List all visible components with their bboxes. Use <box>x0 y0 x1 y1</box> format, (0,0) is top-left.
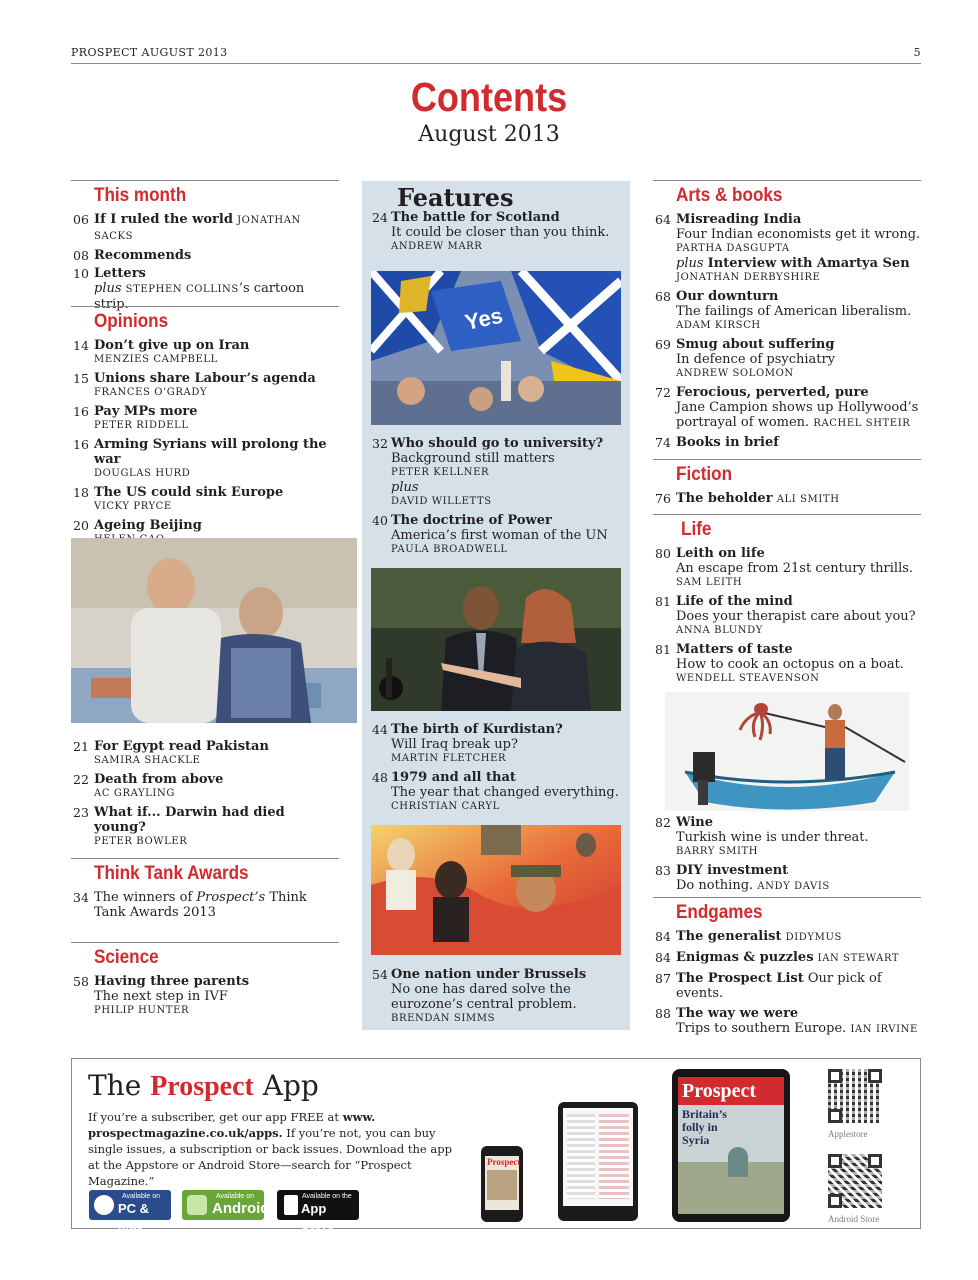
entry-author: PARTHA DASGUPTA <box>676 243 790 254</box>
entry-headline: Matters of taste <box>676 642 793 657</box>
1979-collage-photo <box>371 825 621 955</box>
entry-headline: Misreading India <box>676 212 802 227</box>
app-promo-text: If you’re a subscriber, get our app FREE at www. prospectmagazine.co.uk/apps. If you’re not, you can buy single issues, a subscription or back issues. Download the app at the Appstore or Android Store—search for “Prospect Magazine.” <box>88 1110 452 1188</box>
toc-entry[interactable] <box>71 739 339 768</box>
entry-author: STEPHEN COLLINS <box>125 284 239 295</box>
entry-author: PETER KELLNER <box>391 467 490 478</box>
entry-headline: Who should go to university? <box>391 436 604 451</box>
section-title: Science <box>94 947 159 968</box>
entry-description: Will Iraq break up? <box>391 737 518 752</box>
entry-headline: Don’t give up on Iran <box>94 338 250 353</box>
section-science <box>71 942 339 1022</box>
toc-entry[interactable] <box>653 337 921 381</box>
toc-entry[interactable] <box>71 371 339 400</box>
page-ref: 23 <box>73 805 89 820</box>
entry-author: VICKY PRYCE <box>94 501 172 512</box>
page-ref: 54 <box>372 967 388 982</box>
entry-description: Does your therapist care about you? <box>676 609 916 624</box>
entry-author: AC GRAYLING <box>94 788 175 799</box>
windows-icon <box>94 1195 114 1215</box>
issue-date: August 2013 <box>418 122 560 147</box>
page-ref: 14 <box>73 338 89 353</box>
entry-description: The next step in IVF <box>94 989 228 1004</box>
section-title: Endgames <box>676 902 763 923</box>
entry-headline: Wine <box>676 815 714 830</box>
section-title: Life <box>681 519 712 540</box>
page-ref: 22 <box>73 772 89 787</box>
prospect-logo: Prospect <box>150 1071 254 1102</box>
toc-entry[interactable] <box>71 404 339 433</box>
page-ref: 72 <box>655 385 671 400</box>
publication-line: PROSPECT AUGUST 2013 <box>71 46 228 59</box>
page-ref: 15 <box>73 371 89 386</box>
toc-entry[interactable] <box>653 863 921 894</box>
toc-entry[interactable] <box>653 594 921 638</box>
entry-author: FRANCES O’GRADY <box>94 387 208 398</box>
entry-headline: Ferocious, perverted, pure <box>676 385 869 400</box>
life-continued <box>653 815 921 898</box>
entry-description: In defence of psychiatry <box>676 352 836 367</box>
section-think-tank <box>71 858 339 924</box>
entry-author: JONATHAN SACKS <box>94 215 301 242</box>
entry-headline: The birth of Kurdistan? <box>391 722 563 737</box>
entry-headline: Enigmas & puzzles <box>676 950 814 965</box>
entry-author: MARTIN FLETCHER <box>391 753 507 764</box>
entry-author: DIDYMUS <box>785 932 842 943</box>
contents-masthead <box>0 74 978 148</box>
entry-description: An escape from 21st century thrills. <box>676 561 914 576</box>
android-icon <box>187 1195 207 1215</box>
page-ref: 16 <box>73 437 89 452</box>
phone-brand: Prospect <box>487 1157 521 1167</box>
entry-headline: The US could sink Europe <box>94 485 284 500</box>
entry-headline: Letters <box>94 266 146 281</box>
entry-headline: The beholder <box>676 491 773 506</box>
entry-author: JONATHAN DERBYSHIRE <box>676 272 821 283</box>
entry-headline: What if... Darwin had died young? <box>94 805 285 835</box>
apple-icon <box>284 1195 298 1215</box>
page-ref: 64 <box>655 212 671 227</box>
page-ref: 06 <box>73 212 89 227</box>
entry-description: It could be closer than you think. <box>391 225 610 240</box>
entry-author: DAVID WILLETTS <box>391 496 492 507</box>
entry-headline: If I ruled the world <box>94 212 233 227</box>
app-promo-box <box>71 1058 921 1232</box>
ipad-device <box>672 1069 790 1222</box>
section-title: Opinions <box>94 311 169 332</box>
entry-headline: The doctrine of Power <box>391 513 552 528</box>
octopus-boat-photo <box>665 692 909 811</box>
entry-headline: The way we were <box>676 1006 799 1021</box>
entry-author: DOUGLAS HURD <box>94 468 191 479</box>
toc-entry[interactable] <box>71 212 339 244</box>
tablet-device <box>558 1102 638 1221</box>
entry-headline: The generalist <box>676 929 782 944</box>
toc-entry[interactable] <box>653 212 921 285</box>
phone-device <box>481 1146 523 1222</box>
entry-author: ANDY DAVIS <box>757 881 830 892</box>
page-ref: 40 <box>372 513 388 528</box>
entry-author: PETER BOWLER <box>94 836 188 847</box>
entry-author: ANNA BLUNDY <box>676 625 763 636</box>
toc-entry[interactable] <box>362 770 630 814</box>
entry-description: How to cook an octopus on a boat. <box>676 657 904 672</box>
section-this-month <box>71 180 339 316</box>
page-ref: 16 <box>73 404 89 419</box>
entry-headline: Recommends <box>94 248 192 263</box>
entry-headline: Leith on life <box>676 546 765 561</box>
entry-author: BARRY SMITH <box>676 846 759 857</box>
toc-entry[interactable] <box>653 642 921 686</box>
section-endgames <box>653 897 921 1041</box>
entry-headline: The Prospect List <box>676 971 804 986</box>
page-ref: 44 <box>372 722 388 737</box>
page-ref: 81 <box>655 642 671 657</box>
section-title: Features <box>397 183 514 212</box>
page-ref: 58 <box>73 974 89 989</box>
android-store-qr-code[interactable] <box>828 1154 882 1208</box>
section-title: Think Tank Awards <box>94 863 249 884</box>
entry-description: America’s first woman of the UN <box>391 528 608 543</box>
page-title: Contents <box>410 74 568 120</box>
page-ref: 08 <box>73 248 89 263</box>
entry-headline: Interview with Amartya Sen <box>707 256 910 271</box>
toc-entry[interactable] <box>653 929 921 945</box>
entry-author: WENDELL STEAVENSON <box>676 673 820 684</box>
pc-mac-store-button[interactable]: Available on PC & Mac <box>89 1190 171 1220</box>
page-ref: 24 <box>372 210 388 225</box>
entry-author: SAM LEITH <box>676 577 743 588</box>
scotland-rally-photo <box>371 271 621 425</box>
entry-headline: Arming Syrians will prolong the war <box>94 437 327 467</box>
entry-author: IAN STEWART <box>817 953 900 964</box>
entry-headline: For Egypt read Pakistan <box>94 739 269 754</box>
applestore-qr-code[interactable] <box>828 1069 882 1123</box>
page-ref: 80 <box>655 546 671 561</box>
page-ref: 74 <box>655 435 671 450</box>
page-ref: 81 <box>655 594 671 609</box>
toc-entry[interactable] <box>71 805 339 849</box>
cover-headline: Britain’s folly in Syria <box>682 1107 727 1147</box>
entry-author: BRENDAN SIMMS <box>391 1013 496 1024</box>
section-life <box>653 514 921 690</box>
app-url-link[interactable]: www. prospectmagazine.co.uk/apps. <box>88 1110 376 1140</box>
entry-description: The failings of American liberalism. <box>676 304 912 319</box>
entry-description: Trips to southern Europe. IAN IRVINE <box>676 1021 918 1036</box>
toc-entry[interactable] <box>653 1006 921 1037</box>
entry-headline: 1979 and all that <box>391 770 516 785</box>
entry-description: Background still matters <box>391 451 555 466</box>
page-ref: 48 <box>372 770 388 785</box>
entry-headline: The battle for Scotland <box>391 210 560 225</box>
page-ref: 32 <box>372 436 388 451</box>
entry-description: Turkish wine is under threat. <box>676 830 869 845</box>
entry-headline: Death from above <box>94 772 224 787</box>
entry-author: SAMIRA SHACKLE <box>94 755 201 766</box>
section-arts-books <box>653 180 921 454</box>
cover-brand: Prospect <box>678 1077 784 1105</box>
android-store-label: Android Store <box>828 1214 880 1224</box>
entry-author: ADAM KIRSCH <box>676 320 761 331</box>
applestore-label: Applestore <box>828 1129 868 1139</box>
opinions-continued <box>71 739 339 853</box>
android-store-button[interactable]: Available on Android <box>182 1190 264 1220</box>
section-opinions <box>71 306 339 551</box>
entry-author: RACHEL SHTEIR <box>813 418 911 429</box>
entry-description: No one has dared solve the eurozone’s central problem. <box>391 982 577 1012</box>
page-ref: 88 <box>655 1006 671 1021</box>
page-ref: 83 <box>655 863 671 878</box>
entry-author: PAULA BROADWELL <box>391 544 508 555</box>
ageing-beijing-photo <box>71 538 357 723</box>
toc-entry[interactable]: 34 The winners of Prospect’s Think Tank Awards 2013 <box>73 890 307 920</box>
entry-headline: One nation under Brussels <box>391 967 587 982</box>
toc-entry[interactable] <box>653 491 921 507</box>
toc-entry[interactable] <box>71 248 339 263</box>
features-column <box>362 181 630 1030</box>
page-ref: 20 <box>73 518 89 533</box>
toc-entry[interactable] <box>362 436 630 509</box>
entry-headline: Ageing Beijing <box>94 518 202 533</box>
toc-entry[interactable]: 87 The Prospect List Our pick of events. <box>655 971 882 1001</box>
toc-entry[interactable] <box>71 437 339 481</box>
entry-author: PETER RIDDELL <box>94 420 189 431</box>
section-fiction <box>653 459 921 511</box>
toc-entry[interactable] <box>362 210 630 254</box>
page-ref: 87 <box>655 971 671 986</box>
running-header <box>71 44 921 64</box>
entry-author: ALI SMITH <box>776 494 840 505</box>
toc-entry[interactable] <box>362 513 630 557</box>
page-ref: 18 <box>73 485 89 500</box>
entry-headline: Having three parents <box>94 974 250 989</box>
toc-entry[interactable] <box>71 772 339 801</box>
toc-entry[interactable] <box>653 289 921 333</box>
section-title: This month <box>94 185 187 206</box>
entry-headline: DIY investment <box>676 863 789 878</box>
page-ref: 76 <box>655 491 671 506</box>
yes-sign-text: Yes <box>462 302 505 335</box>
toc-entry[interactable] <box>653 385 921 431</box>
section-title: Fiction <box>676 464 733 485</box>
app-promo-title: The Prospect App <box>88 1069 319 1102</box>
page-ref: 82 <box>655 815 671 830</box>
entry-description: The year that changed everything. <box>391 785 619 800</box>
page-ref: 34 <box>73 890 89 905</box>
entry-description: Jane Campion shows up Hollywood’s portrayal of women. RACHEL SHTEIR <box>676 400 919 430</box>
toc-entry[interactable] <box>653 546 921 590</box>
entry-headline: Life of the mind <box>676 594 793 609</box>
page-ref: 69 <box>655 337 671 352</box>
entry-headline: Our downturn <box>676 289 779 304</box>
entry-description: Do nothing. ANDY DAVIS <box>676 878 830 893</box>
toc-entry[interactable] <box>653 950 921 966</box>
entry-author: ANDREW MARR <box>391 241 483 252</box>
entry-author: MENZIES CAMPBELL <box>94 354 218 365</box>
toc-entry[interactable] <box>653 815 921 859</box>
entry-author: IAN IRVINE <box>850 1024 918 1035</box>
entry-headline: Smug about suffering <box>676 337 835 352</box>
page-ref: 84 <box>655 929 671 944</box>
toc-entry[interactable] <box>362 967 630 1026</box>
page-ref: 84 <box>655 950 671 965</box>
page-ref: 68 <box>655 289 671 304</box>
entry-description: plus <box>391 480 419 495</box>
entry-headline: Unions share Labour’s agenda <box>94 371 316 386</box>
toc-entry[interactable] <box>653 435 921 450</box>
toc-entry[interactable] <box>71 974 339 1018</box>
page-number: 5 <box>913 46 921 59</box>
entry-description: plus STEPHEN COLLINS’s cartoon strip. <box>94 281 305 312</box>
section-title: Arts & books <box>676 185 783 206</box>
entry-description: Four Indian economists get it wrong. <box>676 227 921 242</box>
toc-entry[interactable] <box>71 338 339 367</box>
entry-description: plus Interview with Amartya Sen <box>676 256 910 271</box>
entry-author: PHILIP HUNTER <box>94 1005 190 1016</box>
toc-entry[interactable] <box>362 722 630 766</box>
app-store-button[interactable]: Available on the App Store <box>277 1190 359 1220</box>
entry-author: CHRISTIAN CARYL <box>391 801 500 812</box>
toc-entry[interactable] <box>71 485 339 514</box>
entry-author: ANDREW SOLOMON <box>676 368 794 379</box>
page-ref: 10 <box>73 266 89 281</box>
entry-headline: Pay MPs more <box>94 404 198 419</box>
page-ref: 21 <box>73 739 89 754</box>
entry-headline: Books in brief <box>676 435 779 450</box>
obama-power-photo <box>371 568 621 711</box>
